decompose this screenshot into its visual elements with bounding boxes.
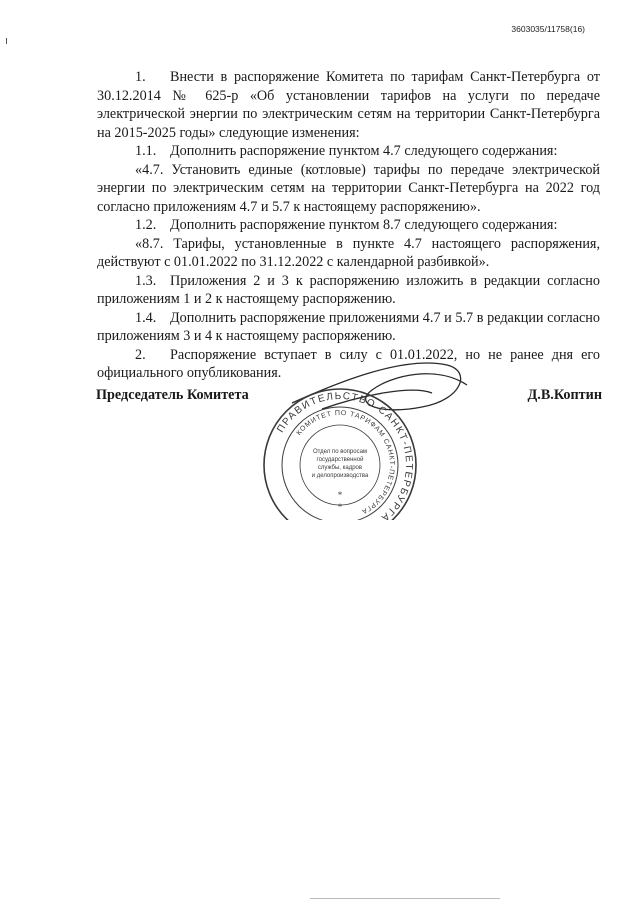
official-seal <box>262 345 477 520</box>
paragraph-text: Внести в распоряжение Комитета по тарифам Санкт-Петербурга от 30.12.2014 № 625-р «Об установлении тарифов на услуги по передаче электрической энергии по электрическим сетям на территории Санкт-Петербурга на 2015-2025 годы» следующие изменения: <box>97 69 600 141</box>
svg-text:Отдел по вопросам: Отдел по вопросам <box>312 449 368 455</box>
svg-text:государственной: государственной <box>316 457 364 463</box>
paragraph-quote-8-7 <box>97 235 600 272</box>
paragraph-1 <box>97 68 600 142</box>
paragraph-text: «4.7. Установить единые (котловые) тарифы по передаче электрической энергии по электрическим сетям на территории Санкт-Петербурга на 2022 год согласно приложениям 4.7 и 5.7 к настоящему распоряжению». <box>97 161 600 215</box>
paragraph-number: 1.4. <box>135 309 157 326</box>
paragraph-text: Приложения 2 и 3 к распоряжению изложить в редакции согласно приложениям 1 и 2 к настоящему распоряжению. <box>97 272 600 307</box>
document-id: 3603035/11758(16) <box>511 24 585 34</box>
signature-position: Председатель Комитета <box>96 387 249 403</box>
paragraph-1-3 <box>97 272 600 309</box>
svg-text:службы, кадров: службы, кадров <box>317 465 363 471</box>
paragraph-text: Дополнить распоряжение пунктом 4.7 следующего содержания: <box>170 143 558 159</box>
signature-name: Д.В.Коптин <box>527 387 602 403</box>
paragraph-number: 1.2. <box>135 217 157 233</box>
paragraph-quote-4-7 <box>97 161 600 217</box>
paragraph-1-2 <box>97 216 600 235</box>
document-body <box>97 68 600 383</box>
paragraph-number: 1.3. <box>135 272 157 289</box>
paragraph-1-1 <box>97 142 600 161</box>
footer-line <box>310 898 500 899</box>
paragraph-1-4 <box>97 309 600 346</box>
paragraph-number: 1.1. <box>135 143 157 159</box>
paragraph-text: Дополнить распоряжение пунктом 8.7 следующего содержания: <box>170 217 558 233</box>
margin-mark <box>6 38 7 44</box>
svg-text:ПРАВИТЕЛЬСТВО САНКТ-ПЕТЕРБУРГА: ПРАВИТЕЛЬСТВО САНКТ-ПЕТЕРБУРГА <box>275 390 415 520</box>
paragraph-text: Распоряжение вступает в силу с 01.01.2022, но не ранее дня его официального опубликования. <box>97 346 600 381</box>
paragraph-text: «8.7. Тарифы, установленные в пункте 4.7 настоящего распоряжения, действуют с 01.01.2022 по 31.12.2022 с календарной разбивкой». <box>97 235 600 270</box>
paragraph-number: 1. <box>135 69 146 85</box>
svg-text:КОМИТЕТ ПО ТАРИФАМ САНКТ-ПЕТЕР: КОМИТЕТ ПО ТАРИФАМ САНКТ-ПЕТЕРБУРГА <box>295 409 396 515</box>
svg-text:*: * <box>337 502 343 512</box>
svg-text:и делопроизводства: и делопроизводства <box>311 473 369 479</box>
svg-text:*: * <box>337 490 343 500</box>
paragraph-number: 2. <box>135 346 146 363</box>
paragraph-text: Дополнить распоряжение приложениями 4.7 и 5.7 в редакции согласно приложениям 3 и 4 к настоящему распоряжению. <box>97 309 600 344</box>
